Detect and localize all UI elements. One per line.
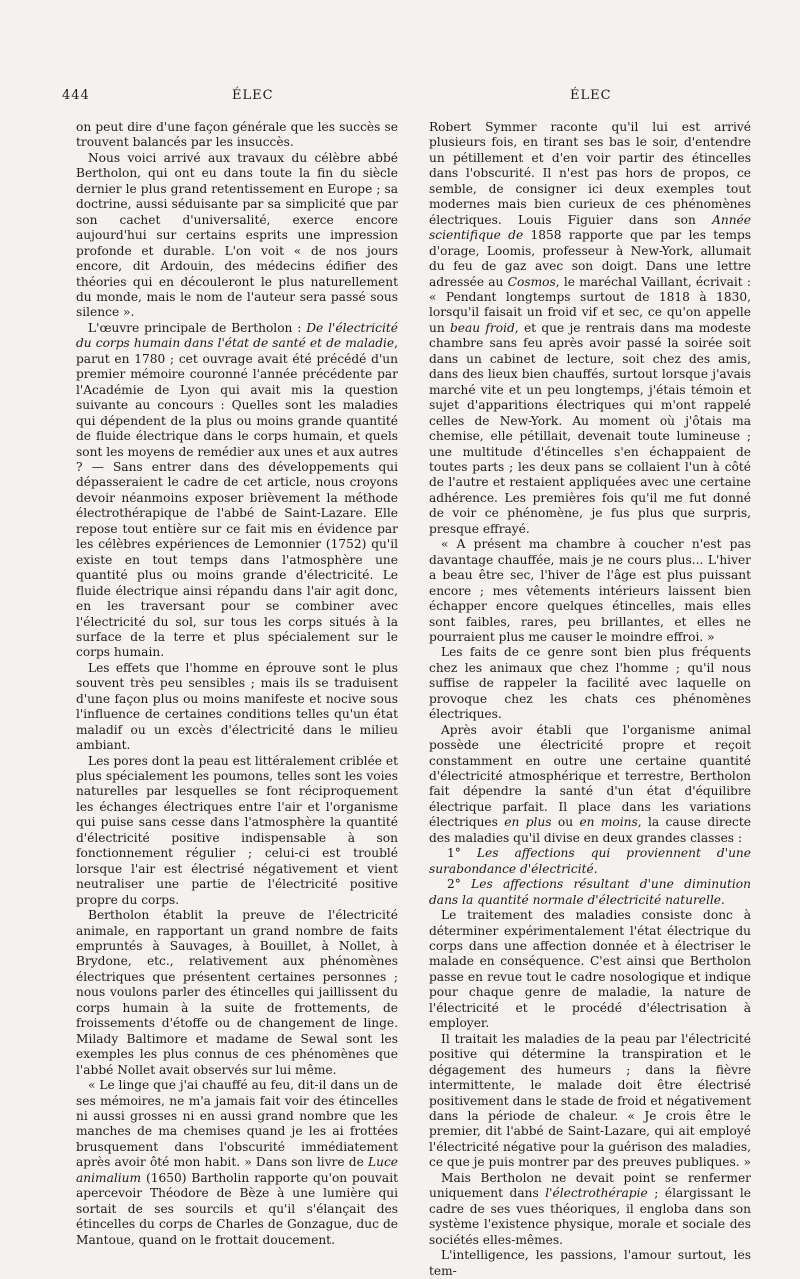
paragraph: L'œuvre principale de Bertholon : De l'électricité du corps humain dans l'état de santé et de maladie, parut en 1780 ; cet ouvrage avait été précédé d'un premier mémoire couronné l'année précédente par l'Académie de Lyon qui avait mis la question suivante au concours : Quelles sont les maladies qui dépendent de la plus ou moins grande quantité de fluide électrique dans le corps humain, et quels sont les moyens de remédier aux unes et aux autres ? — Sans entrer dans des développements qui dépasseraient le cadre de cet article, nous croyons devoir néanmoins exposer brièvement la méthode électrothérapique de l'abbé de Saint-Lazare. Elle repose tout entière sur ce fait mis en évidence par les célèbres expériences de Lemonnier (1752) qu'il existe en tout temps dans l'atmosphère une quantité plus ou moins grande d'électricité. Le fluide électrique ainsi répandu dans l'air agit donc, en les traversant pour se combiner avec l'électricité du sol, sur tous les corps situés à la surface de la terre et plus spécialement sur le corps humain. [76, 320, 398, 660]
running-head-right: ÉLEC [570, 88, 612, 103]
paragraph: Le traitement des maladies consiste donc à déterminer expérimentalement l'état électrique du corps dans une affection donnée et à électriser le malade en conséquence. C'est ainsi que Bertholon passe en revue tout le cadre nosologique et indique pour chaque genre de maladie, la nature de l'électricité et le procédé d'électrisation à employer. [429, 908, 751, 1031]
paragraph: Il traitait les maladies de la peau par l'électricité positive qui détermine la transpiration et le dégagement des humeurs ; dans la fièvre intermittente, le malade doit être électrisé positivement dans le stade de froid et négativement dans la période de chaleur. « Je crois être le premier, dit l'abbé de Saint-Lazare, qui ait employé l'électricité négative pour la guérison des maladies, ce que je puis montrer par des preuves publiques. » [429, 1031, 751, 1170]
running-head-left: ÉLEC [232, 88, 274, 103]
page-number: 444 [62, 88, 90, 103]
paragraph: Mais Bertholon ne devait point se renfermer uniquement dans l'électrothérapie ; élargissant le cadre de ses vues théoriques, il engloba dans son système l'existence physique, morale et sociale des sociétés elles-mêmes. [429, 1170, 751, 1247]
paragraph: L'intelligence, les passions, l'amour surtout, les tem- [429, 1248, 751, 1278]
paragraph: 1° Les affections qui proviennent d'une surabondance d'électricité. [429, 846, 751, 876]
right-column [429, 120, 751, 1279]
paragraph: Les effets que l'homme en éprouve sont le plus souvent très peu sensibles ; mais ils se traduisent d'une façon plus ou moins manifeste et nocive sous l'influence de certaines conditions telles qu'un état maladif ou un excès d'électricité dans le milieu ambiant. [76, 660, 398, 753]
paragraph: Les pores dont la peau est littéralement criblée et plus spécialement les poumons, telles sont les voies naturelles par lesquelles se font réciproquement les échanges électriques entre l'air et l'organisme qui puise sans cesse dans l'atmosphère la quantité d'électricité positive indispensable à son fonctionnement régulier ; celui-ci est troublé lorsque l'air est électrisé négativement et vient neutraliser une partie de l'électricité positive propre du corps. [76, 753, 398, 907]
paragraph: 2° Les affections résultant d'une diminution dans la quantité normale d'électricité naturelle. [429, 877, 751, 907]
page-header [0, 88, 800, 108]
paragraph: « A présent ma chambre à coucher n'est pas davantage chauffée, mais je ne cours plus... L'hiver a beau être sec, l'hiver de l'âge est plus puissant encore ; mes vêtements intérieurs laissent bien échapper encore quelques étincelles, mais elles sont faibles, rares, peu brillantes, et elles ne pourraient plus me causer le moindre effroi. » [429, 537, 751, 644]
paragraph: Les faits de ce genre sont bien plus fréquents chez les animaux que chez l'homme ; qu'il nous suffise de rappeler la facilité avec laquelle on provoque chez les chats ces phénomènes électriques. [429, 645, 751, 722]
paragraph: Robert Symmer raconte qu'il lui est arrivé plusieurs fois, en tirant ses bas le soir, d'entendre un pétillement et d'en voir partir des étincelles dans l'obscurité. Il n'est pas hors de propos, ce semble, de consigner ici deux exemples tout modernes mais bien curieux de ces phénomènes électriques. Louis Figuier dans son Année scientifique de 1858 rapporte que par les temps d'orage, Loomis, professeur à New-York, allumait du feu de gaz avec son doigt. Dans une lettre adressée au Cosmos, le maréchal Vaillant, écrivait : « Pendant longtemps surtout de 1818 à 1830, lorsqu'il faisait un froid vif et sec, ce qu'on appelle un beau froid, et que je rentrais dans ma modeste chambre sans feu après avoir passé la soirée soit dans un cabinet de lecture, soit chez des amis, dans des lieux bien chauffés, surtout lorsque j'avais marché vite et un peu longtemps, j'étais témoin et sujet d'apparitions électriques qui m'ont rappelé celles de New-York. Au moment où j'ôtais ma chemise, elle pétillait, devenait toute lumineuse ; une multitude d'étincelles s'en échappaient de toutes parts ; les deux pans se collaient l'un à côté de l'autre et restaient appliquées avec une certaine adhérence. Les premières fois qu'il me fut donné de voir ce phénomène, je fus plus que surpris, presque effrayé. [429, 120, 752, 536]
paragraph: Bertholon établit la preuve de l'électricité animale, en rapportant un grand nombre de faits empruntés à Sauvages, à Bouillet, à Nollet, à Brydone, etc., relativement aux phénomènes électriques que présentent certaines personnes ; nous voulons parler des étincelles qui jaillissent du corps humain à la suite de frottements, de froissements d'étoffe ou de changement de linge. Milady Baltimore et madame de Sewal sont les exemples les plus connus de ces phénomènes que l'abbé Nollet avait observés sur lui même. [76, 908, 398, 1077]
paragraph: Nous voici arrivé aux travaux du célèbre abbé Bertholon, qui ont eu dans toute la fin du siècle dernier le plus grand retentissement en Europe ; sa doctrine, aussi séduisante par sa simplicité que par son cachet d'universalité, exerce encore aujourd'hui sur certains esprits une impression profonde et durable. L'on voit « de nos jours encore, dit Ardouin, des médecins édifier des théories qui en découleront le plus naturellement du monde, mais le nom de l'auteur sera passé sous silence ». [76, 150, 398, 320]
paragraph: on peut dire d'une façon générale que les succès se trouvent balancés par les insuccès. [76, 120, 398, 150]
left-column [76, 120, 398, 1248]
paragraph: « Le linge que j'ai chauffé au feu, dit-il dans un de ses mémoires, ne m'a jamais fait voir des étincelles ni aussi grosses ni en aussi grand nombre que les manches de ma chemises quand je les ai frottées brusquement dans l'obscurité immédiatement après avoir ôté mon habit. » Dans son livre de Luce animalium (1650) Bartholin rapporte qu'on pouvait apercevoir Théodore de Bèze à une lumière qui sortait de ses sourcils et qu'il s'élançait des étincelles du corps de Charles de Gonzague, duc de Mantoue, quand on le frottait doucement. [76, 1078, 398, 1247]
paragraph: Après avoir établi que l'organisme animal possède une électricité propre et reçoit constamment en outre une certaine quantité d'électricité atmosphérique et terrestre, Bertholon fait dépendre la santé d'un état d'équilibre électrique parfait. Il place dans les variations électriques en plus ou en moins, la cause directe des maladies qu'il divise en deux grandes classes : [429, 722, 751, 845]
